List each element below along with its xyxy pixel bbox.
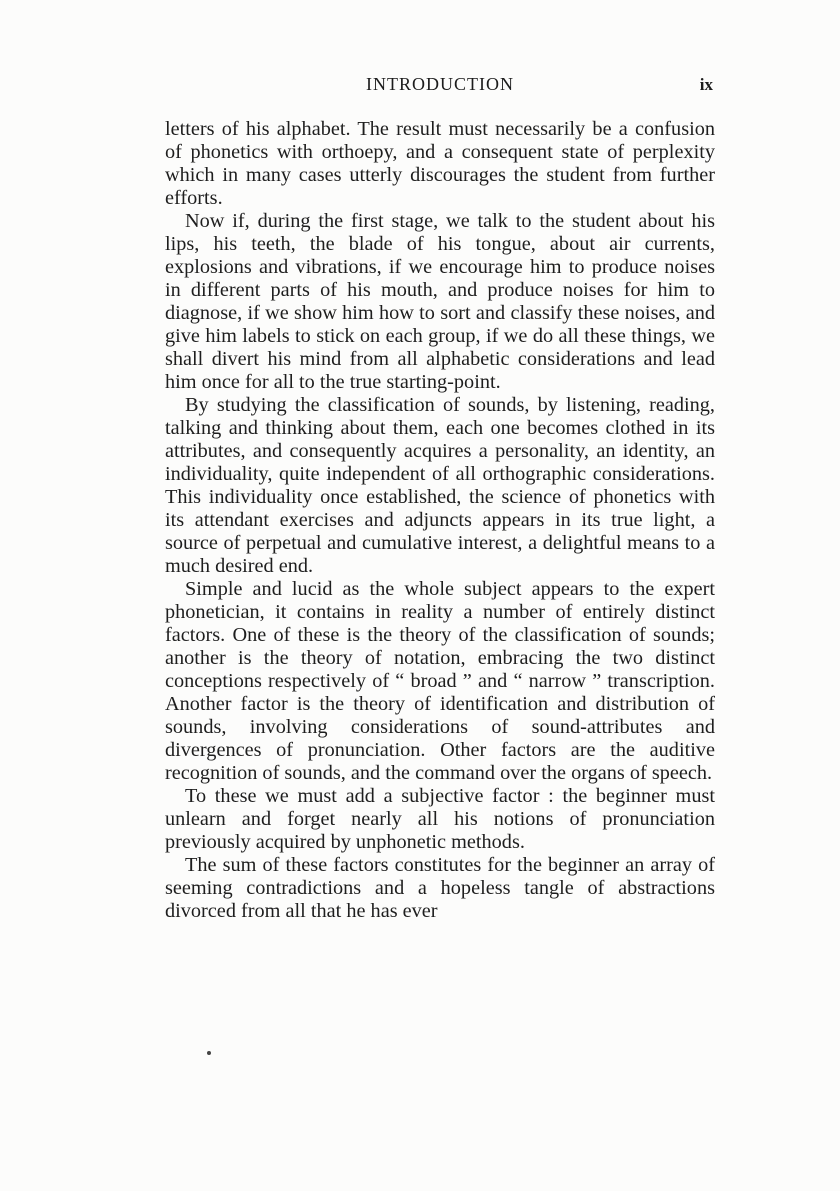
paragraph: The sum of these factors constitutes for the beginner an array of seeming contradictions and a hopeless tangle of abstractions divorced from all that he has ever — [165, 854, 715, 922]
page-number: ix — [699, 75, 713, 94]
page-header — [165, 74, 715, 102]
paragraph: Simple and lucid as the whole subject appears to the expert phonetician, it contains in reality a number of entirely distinct factors. One of these is the theory of the classification of sounds; another is the theory of notation, embracing the two distinct conceptions respectively of “ broad ” and “ narrow ” transcription. Another factor is the theory of identification and distribution of sounds, involving considerations of sound-attributes and divergences of pronunciation. Other factors are the auditive recognition of sounds, and the command over the organs of speech. — [165, 578, 715, 784]
paragraph: By studying the classification of sounds, by listening, reading, talking and thinking about them, each one becomes clothed in its attributes, and consequently acquires a personality, an identity, an individuality, quite independent of all orthographic considerations. This individuality once established, the science of phonetics with its attendant exercises and adjuncts appears in its true light, a source of perpetual and cumulative interest, a delightful means to a much desired end. — [165, 394, 715, 577]
paragraph: To these we must add a subjective factor : the beginner must unlearn and forget nearly all his notions of pronunciation previously acquired by unphonetic methods. — [165, 785, 715, 853]
running-head: INTRODUCTION — [366, 74, 514, 94]
body-text — [165, 118, 715, 923]
paragraph: letters of his alphabet. The result must necessarily be a confusion of phonetics with orthoepy, and a consequent state of perplexity which in many cases utterly discourages the student from further efforts. — [165, 118, 715, 209]
paragraph: Now if, during the first stage, we talk to the student about his lips, his teeth, the blade of his tongue, about air currents, explosions and vibrations, if we encourage him to produce noises in different parts of his mouth, and produce noises for him to diagnose, if we show him how to sort and classify these noises, and give him labels to stick on each group, if we do all these things, we shall divert his mind from all alphabetic considerations and lead him once for all to the true starting-point. — [165, 210, 715, 393]
scan-speck — [207, 1051, 211, 1055]
